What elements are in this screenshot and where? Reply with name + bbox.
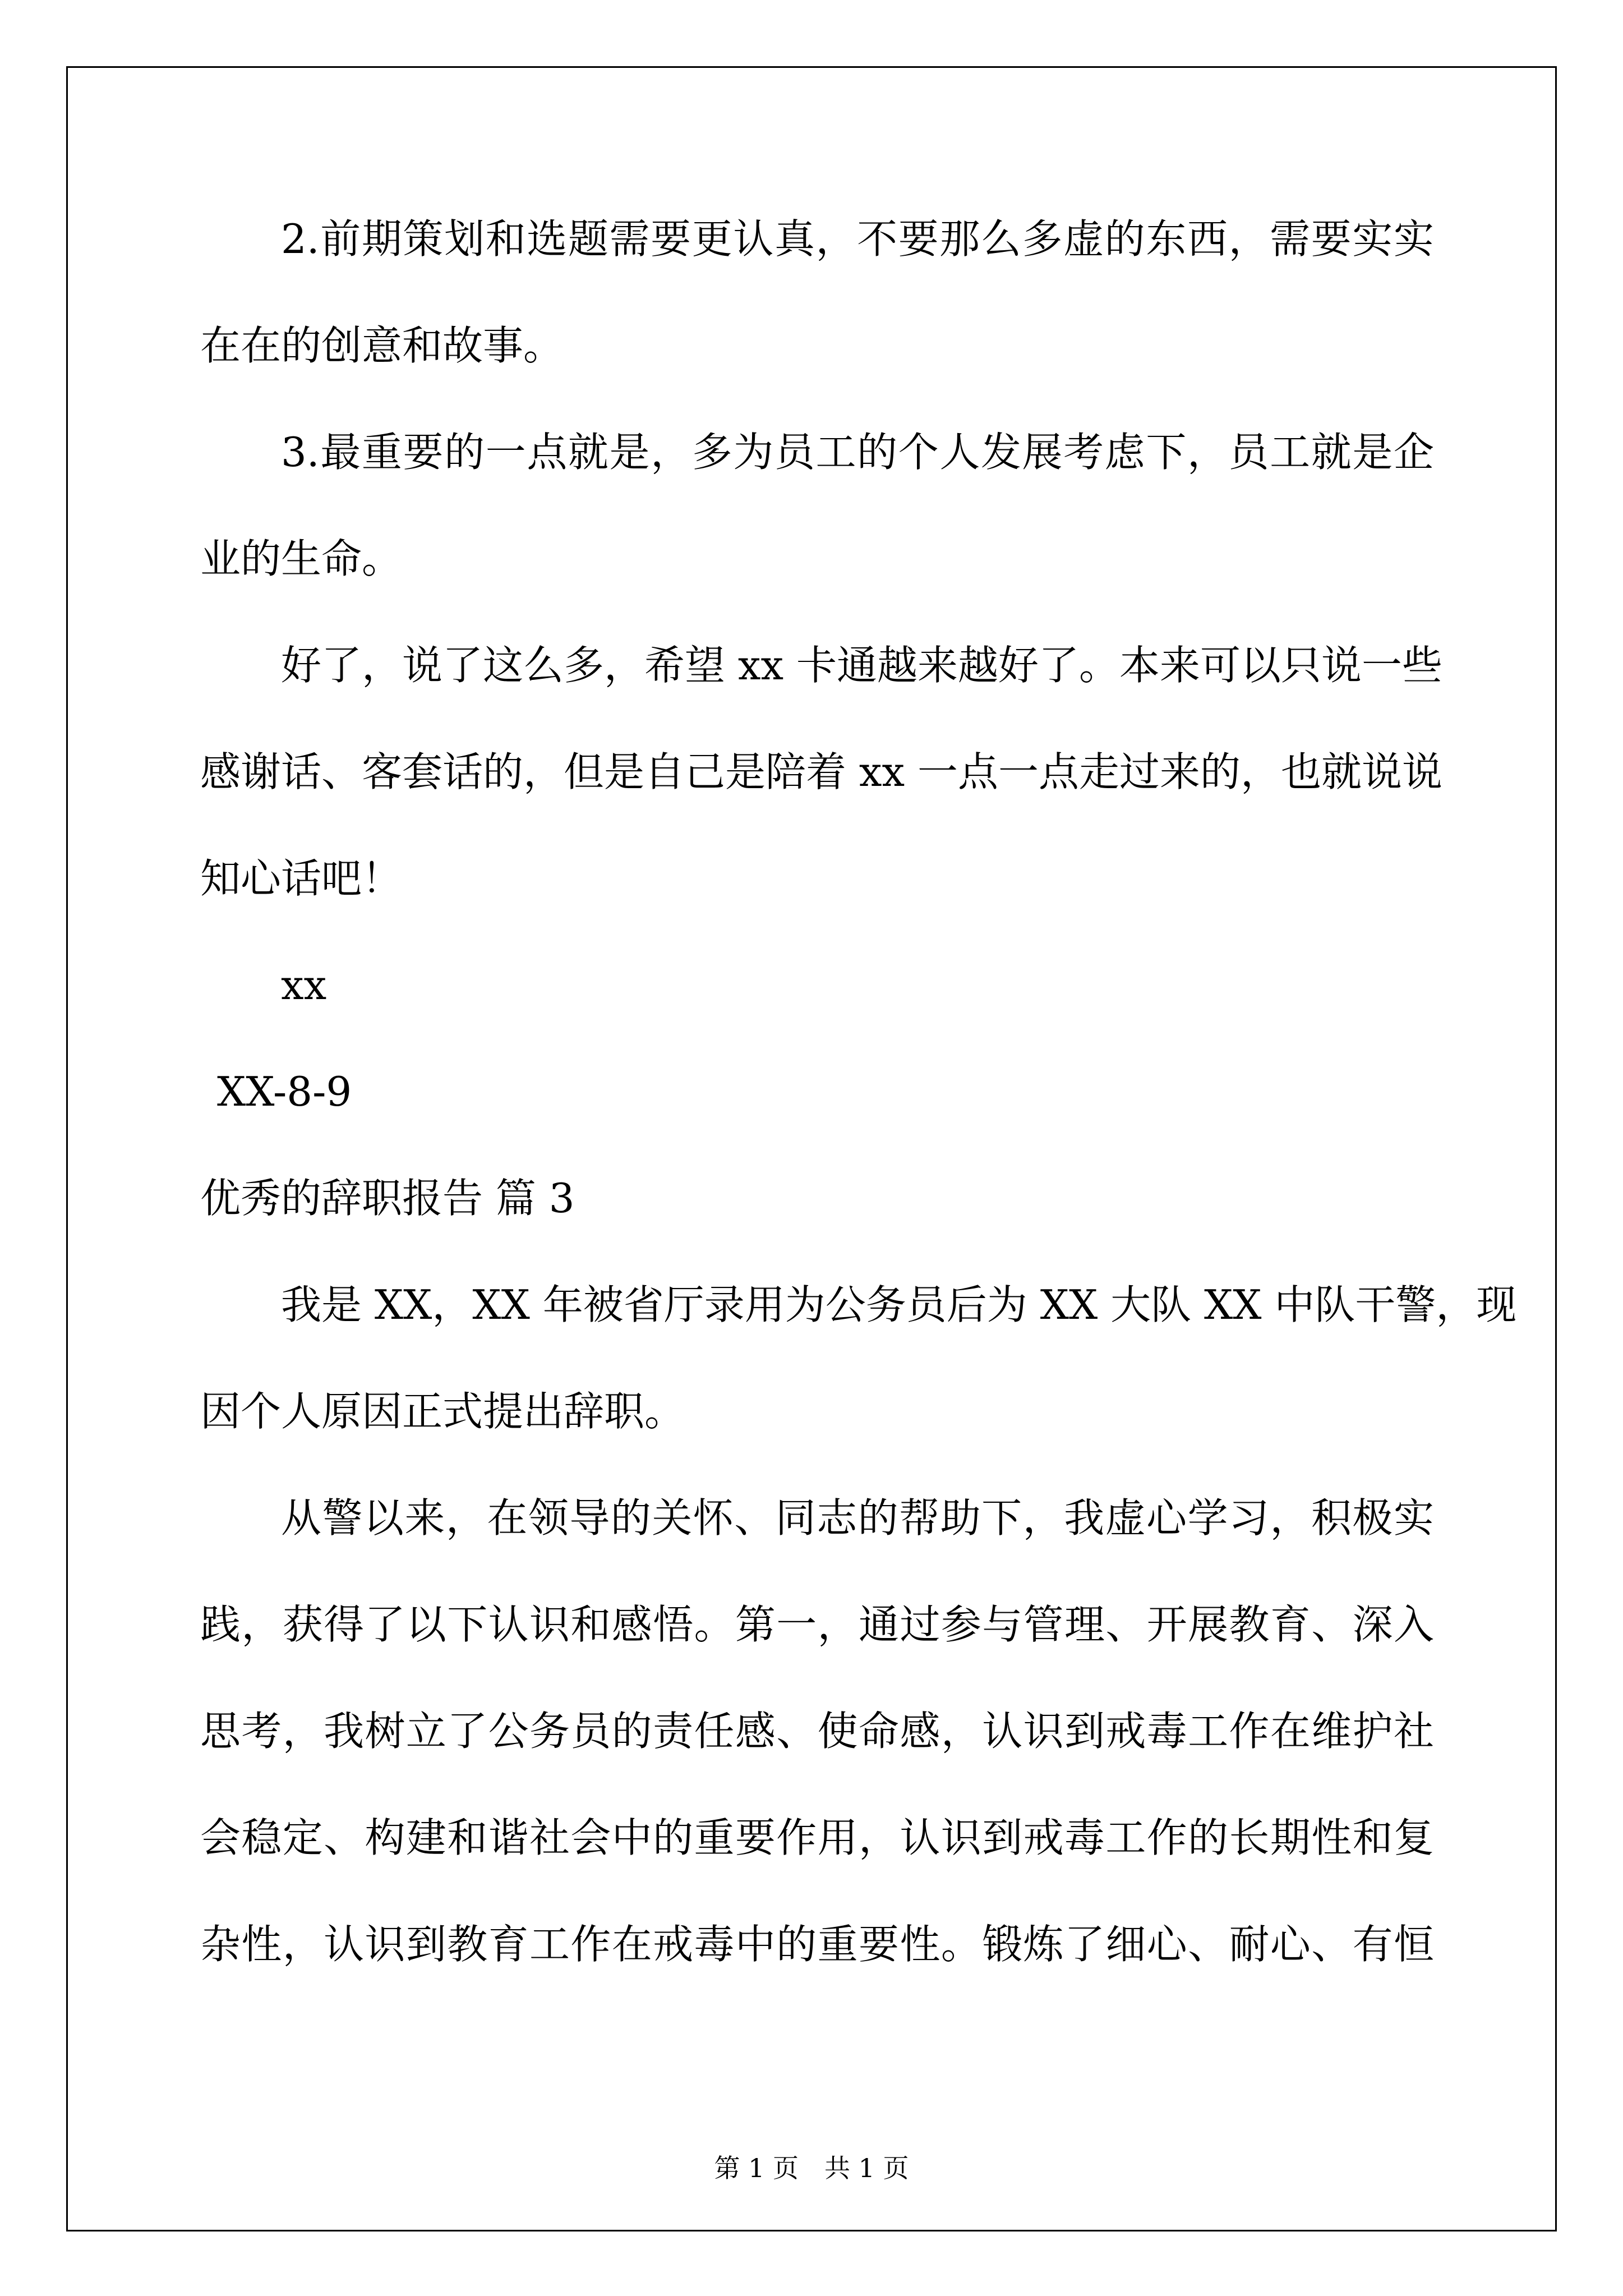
paragraph-line: 我是 XX，XX 年被省厅录用为公务员后为 XX 大队 XX 中队干警，现 (281, 1281, 1517, 1328)
section-heading: 优秀的辞职报告 篇 3 (200, 1175, 575, 1222)
page-border (66, 66, 1557, 2231)
paragraph-line: 思考，我树立了公务员的责任感、使命感，认识到戒毒工作在维护社 (200, 1708, 1434, 1755)
signature-date: XX-8-9 (217, 1068, 352, 1115)
paragraph-line: 杂性，认识到教育工作在戒毒中的重要性。锻炼了细心、耐心、有恒 (200, 1921, 1434, 1968)
paragraph-line: 感谢话、客套话的，但是自己是陪着 xx 一点一点走过来的，也就说说 (200, 748, 1442, 795)
paragraph-line: 践，获得了以下认识和感悟。第一，通过参与管理、开展教育、深入 (200, 1601, 1434, 1648)
paragraph-line: 3.最重要的一点就是，多为员工的个人发展考虑下，员工就是企 (281, 429, 1434, 476)
paragraph-line: 会稳定、构建和谐社会中的重要作用，认识到戒毒工作的长期性和复 (200, 1814, 1434, 1861)
paragraph-line: 因个人原因正式提出辞职。 (200, 1388, 685, 1435)
page-number-footer: 第 1 页 共 1 页 (714, 2153, 909, 2183)
paragraph-line: 在在的创意和故事。 (200, 322, 564, 369)
paragraph-line: 从警以来，在领导的关怀、同志的帮助下，我虚心学习，积极实 (281, 1494, 1434, 1542)
paragraph-line: 知心话吧！ (200, 855, 403, 902)
paragraph-line: 2.前期策划和选题需要更认真，不要那么多虚的东西，需要实实 (281, 215, 1434, 263)
paragraph-line: 业的生命。 (200, 535, 403, 582)
signature-name: xx (281, 961, 327, 1009)
paragraph-line: 好了，说了这么多，希望 xx 卡通越来越好了。本来可以只说一些 (281, 642, 1442, 689)
